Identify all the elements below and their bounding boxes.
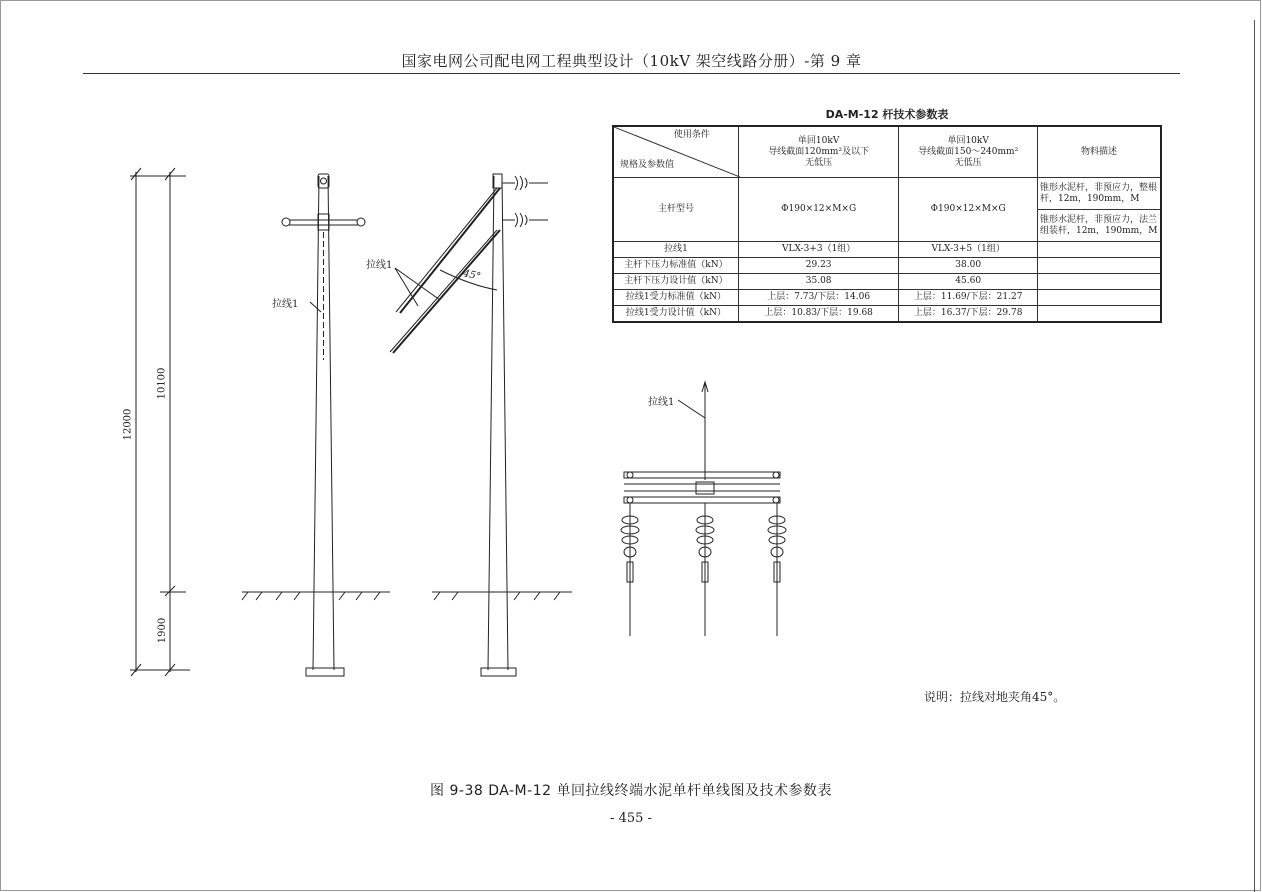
dim-above-label: 10100 — [156, 367, 168, 400]
header-col2: 单回10kV 导线截面150～240mm² 无低压 — [899, 126, 1038, 178]
row-guy-std-name: 拉线1受力标准值（kN） — [613, 290, 738, 306]
row-main-pole-name: 主杆型号 — [613, 178, 738, 242]
row-main-pole-v1: Φ190×12×M×G — [738, 178, 898, 242]
table-title: DA-M-12 杆技术参数表 — [825, 108, 949, 121]
drawing-note: 说明：拉线对地夹角45°。 — [924, 690, 1066, 704]
page-number: - 455 - — [610, 811, 652, 826]
dim-total-label: 12000 — [122, 408, 134, 441]
row-guy-std-desc — [1037, 290, 1161, 306]
row-press-std-desc — [1037, 258, 1161, 274]
front-pole — [242, 174, 393, 676]
dimension-lines — [130, 168, 190, 676]
row-press-std-v2: 38.00 — [899, 258, 1038, 274]
row-press-des-name: 主杆下压力设计值（kN） — [613, 274, 738, 290]
guy-label-side: 拉线1 — [366, 260, 393, 271]
row-press-des-desc — [1037, 274, 1161, 290]
row-main-pole-desc1: 锥形水泥杆，非预应力，整根杆，12m，190mm，M — [1037, 178, 1161, 210]
row-press-des-v2: 45.60 — [899, 274, 1038, 290]
row-guy-des-name: 拉线1受力设计值（kN） — [613, 306, 738, 322]
row-guy-std-v1: 上层：7.73/下层：14.06 — [738, 290, 898, 306]
row-guy-name: 拉线1 — [613, 242, 738, 258]
row-guy-v2: VLX-3+5（1组） — [899, 242, 1038, 258]
row-press-des-v1: 35.08 — [738, 274, 898, 290]
row-guy-std-v2: 上层：11.69/下层：21.27 — [899, 290, 1038, 306]
row-main-pole-v2: Φ190×12×M×G — [899, 178, 1038, 242]
figure-caption: 图 9-38 DA-M-12 单回拉线终端水泥单杆单线图及技术参数表 — [430, 783, 832, 799]
header-spec: 规格及参数值 — [620, 160, 675, 170]
header-condition: 使用条件 — [673, 130, 710, 140]
row-guy-desc — [1037, 242, 1161, 258]
guy-label-front: 拉线1 — [272, 299, 299, 310]
side-pole — [390, 174, 572, 676]
row-press-std-name: 主杆下压力标准值（kN） — [613, 258, 738, 274]
dim-below-label: 1900 — [157, 617, 169, 644]
crossarm-plan-view — [621, 382, 786, 636]
row-press-std-v1: 29.23 — [738, 258, 898, 274]
row-main-pole-desc2: 锥形水泥杆，非预应力，法兰组装杆，12m，190mm，M — [1037, 210, 1161, 242]
header-col3: 物料描述 — [1037, 126, 1161, 178]
row-guy-des-v1: 上层：10.83/下层：19.68 — [738, 306, 898, 322]
row-guy-v1: VLX-3+3（1组） — [738, 242, 898, 258]
guy-label-top: 拉线1 — [648, 397, 675, 408]
row-guy-des-v2: 上层：16.37/下层：29.78 — [899, 306, 1038, 322]
page-header: 国家电网公司配电网工程典型设计（10kV 架空线路分册）-第 9 章 — [401, 52, 862, 70]
angle-label: 45° — [462, 268, 482, 283]
spec-table — [612, 125, 1162, 323]
row-guy-des-desc — [1037, 306, 1161, 322]
header-col1: 单回10kV 导线截面120mm²及以下 无低压 — [738, 126, 898, 178]
table-corner-cell — [613, 126, 738, 178]
